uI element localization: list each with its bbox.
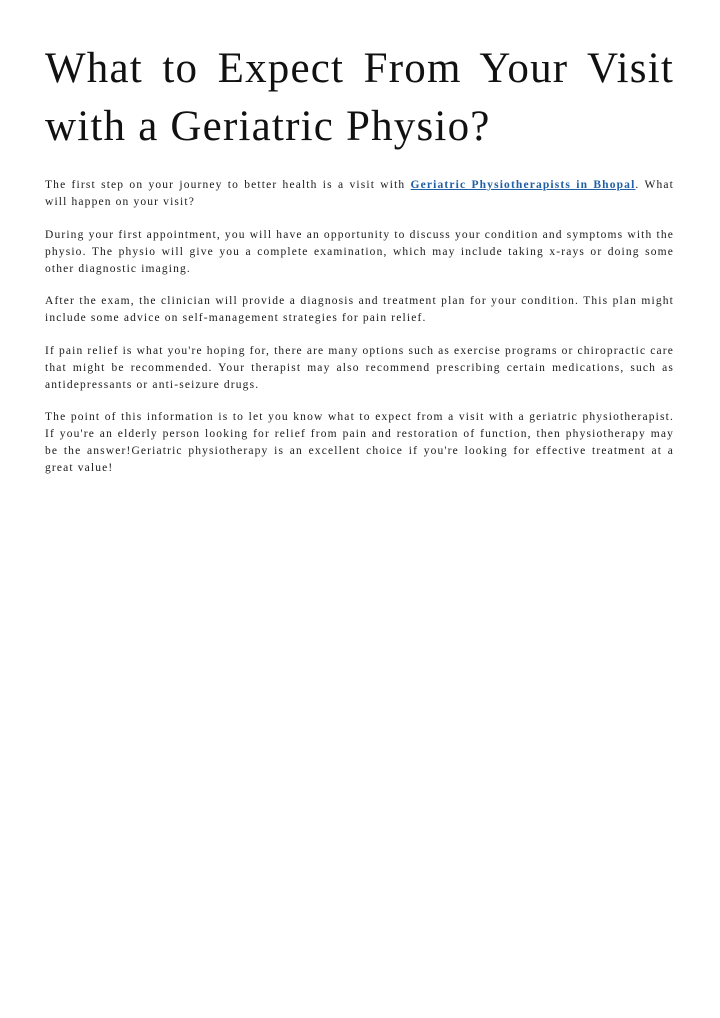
paragraph-intro: [45, 177, 674, 211]
paragraph-intro-text: The first step on your journey to better health is a visit with: [45, 179, 411, 191]
paragraph-pain-relief: If pain relief is what you're hoping for, there are many options such as exercise programs or chiropractic care that might be recommended. Your therapist may also recommend prescribing certain medications, such as antidepressants or anti-seizure drugs.: [45, 344, 674, 391]
paragraph-conclusion: The point of this information is to let you know what to expect from a visit with a geriatric physiotherapist. If you're an elderly person looking for relief from pain and restoration of function, then physiotherapy may be the answer!Geriatric physiotherapy is an excellent choice if you're looking for effective treatment at a great value!: [45, 411, 674, 475]
article-body: [45, 177, 674, 477]
document-page: [45, 40, 674, 493]
paragraph-intro-tail: . What will happen on your visit?: [45, 179, 674, 208]
paragraph-diagnosis: After the exam, the clinician will provide a diagnosis and treatment plan for your condition. This plan might include some advice on self-management strategies for pain relief.: [45, 295, 674, 325]
geriatric-physiotherapists-link[interactable]: Geriatric Physiotherapists in Bhopal: [410, 179, 636, 191]
article-title: What to Expect From Your Visit with a Geriatric Physio?: [45, 45, 674, 150]
paragraph-first-appointment: During your first appointment, you will have an opportunity to discuss your condition and symptoms with the physio. The physio will give you a complete examination, which may include taking x-rays or doing some other diagnostic imaging.: [45, 228, 674, 275]
